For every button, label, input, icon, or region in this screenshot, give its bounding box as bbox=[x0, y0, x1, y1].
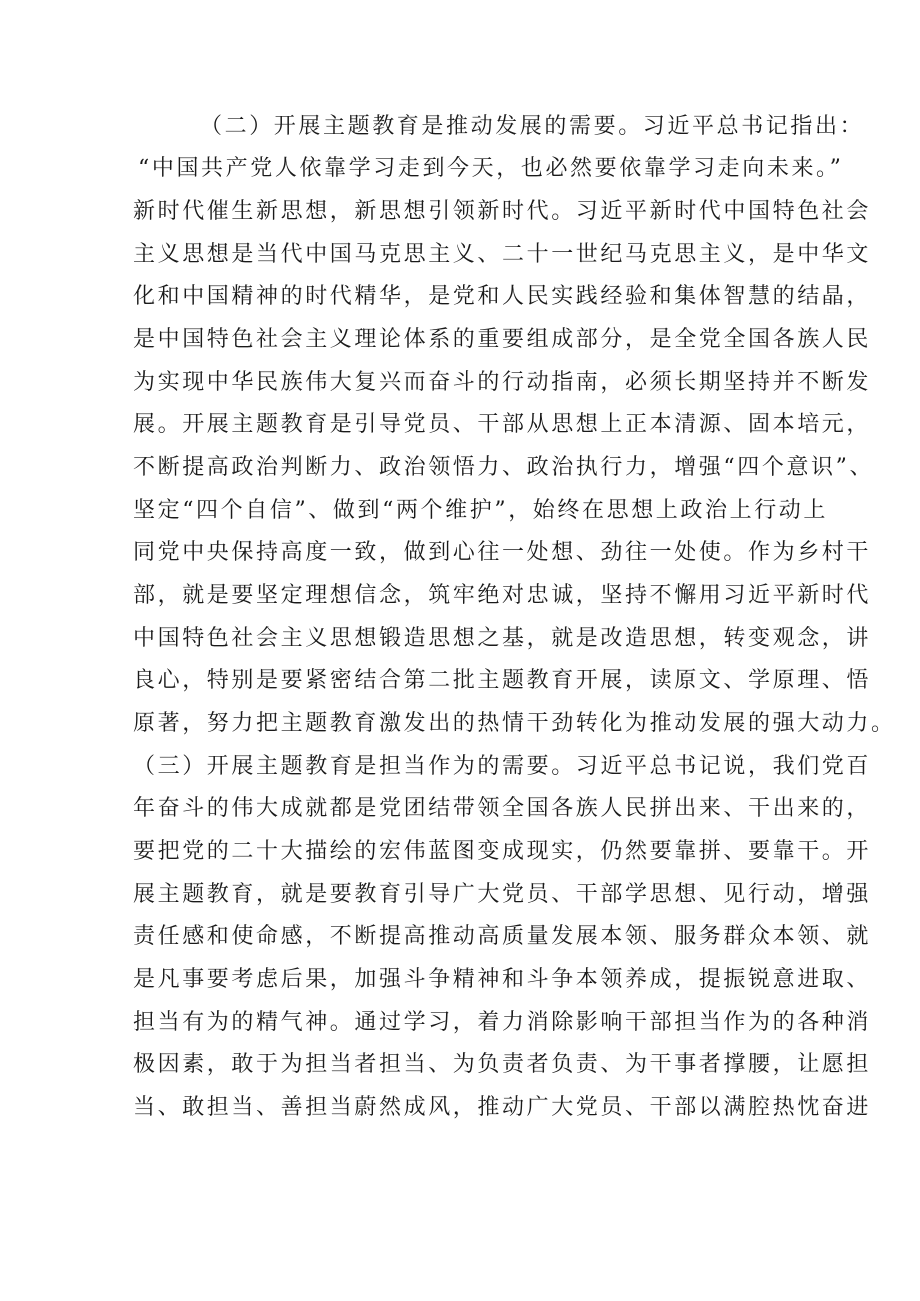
text-line: （二）开展主题教育是推动发展的需要。习近平总书记指出： bbox=[200, 114, 865, 139]
text-line: 不断提高政治判断力、政治领悟力、政治执行力，增强“四个意识”、 bbox=[133, 455, 875, 480]
text-line: 坚定“四个自信”、做到“两个维护”，始终在思想上政治上行动上 bbox=[133, 498, 828, 523]
text-line: 当、敢担当、善担当蔚然成风，推动广大党员、干部以满腔热忱奋进 bbox=[133, 1095, 872, 1120]
text-line: 展。开展主题教育是引导党员、干部从思想上正本清源、固本培元， bbox=[133, 412, 872, 437]
text-line: 极因素，敢于为担当者担当、为负责者负责、为干事者撑腰，让愿担 bbox=[133, 1052, 872, 1077]
text-line: 责任感和使命感，不断提高推动高质量发展本领、服务群众本领、就 bbox=[133, 924, 872, 949]
text-line: 年奋斗的伟大成就都是党团结带领全国各族人民拼出来、干出来的， bbox=[133, 796, 872, 821]
text-line: 是凡事要考虑后果，加强斗争精神和斗争本领养成，提振锐意进取、 bbox=[133, 967, 872, 992]
text-line: 良心，特别是要紧密结合第二批主题教育开展，读原文、学原理、悟 bbox=[133, 668, 872, 693]
text-line: 新时代催生新思想，新思想引领新时代。习近平新时代中国特色社会 bbox=[133, 199, 872, 224]
text-line: 部，就是要坚定理想信念，筑牢绝对忠诚，坚持不懈用习近平新时代 bbox=[133, 583, 872, 608]
text-line: （三）开展主题教育是担当作为的需要。习近平总书记说，我们党百 bbox=[133, 754, 872, 779]
text-line: 化和中国精神的时代精华，是党和人民实践经验和集体智慧的结晶， bbox=[133, 284, 872, 309]
text-line: 要把党的二十大描绘的宏伟蓝图变成现实，仍然要靠拼、要靠干。开 bbox=[133, 839, 872, 864]
text-line: “中国共产党人依靠学习走到今天，也必然要依靠学习走向未来。” bbox=[138, 156, 844, 181]
text-line: 为实现中华民族伟大复兴而奋斗的行动指南，必须长期坚持并不断发 bbox=[133, 370, 872, 395]
text-line: 同党中央保持高度一致，做到心往一处想、劲往一处使。作为乡村干 bbox=[133, 540, 872, 565]
text-line: 原著，努力把主题教育激发出的热情干劲转化为推动发展的强大动力。 bbox=[133, 711, 896, 736]
text-line: 中国特色社会主义思想锻造思想之基，就是改造思想，转变观念，讲 bbox=[133, 626, 872, 651]
text-line: 是中国特色社会主义理论体系的重要组成部分，是全党全国各族人民 bbox=[133, 327, 872, 352]
text-line: 展主题教育，就是要教育引导广大党员、干部学思想、见行动，增强 bbox=[133, 882, 872, 907]
text-line: 主义思想是当代中国马克思主义、二十一世纪马克思主义，是中华文 bbox=[133, 242, 872, 267]
text-line: 担当有为的精气神。通过学习，着力消除影响干部担当作为的各种消 bbox=[133, 1010, 872, 1035]
